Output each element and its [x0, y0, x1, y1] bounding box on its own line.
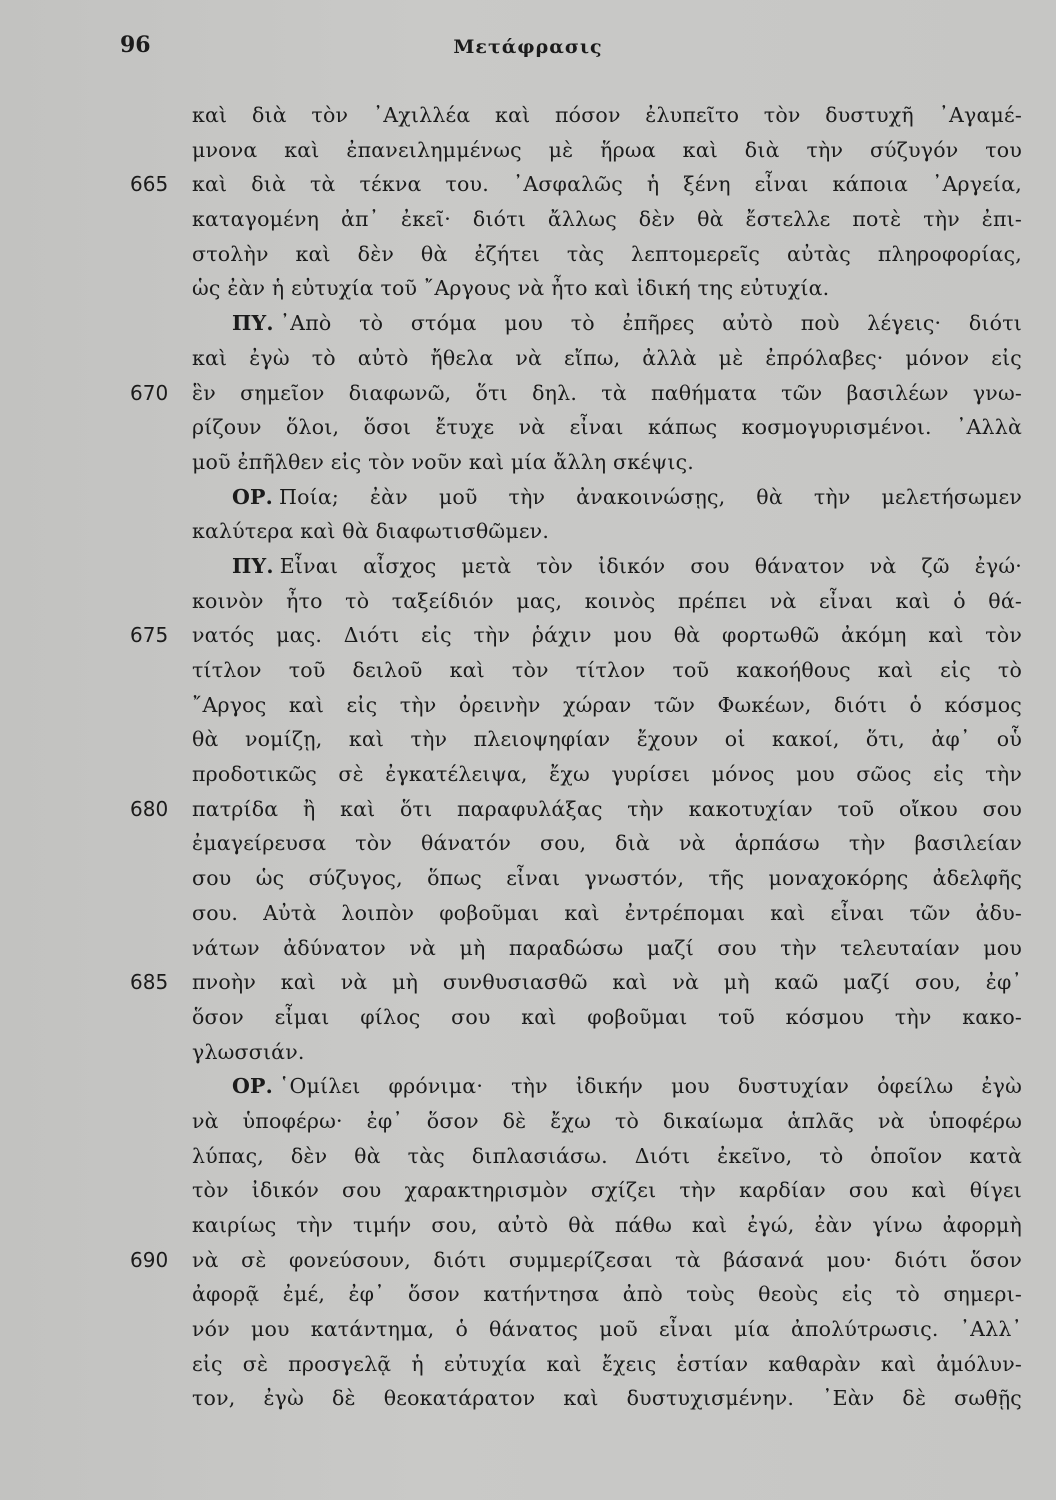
line-body: μνονα καὶ ἐπανειλημμένως μὲ ἥρωα καὶ διὰ τὴν σύζυγόν του — [192, 137, 1022, 162]
line-body: καὶ διὰ τὸν ᾽Αχιλλέα καὶ πόσον ἐλυπεῖτο τὸν δυστυχῆ ᾽Αγαμέ- — [192, 103, 1022, 127]
line-number: 665 — [130, 172, 169, 197]
line-number: 690 — [130, 1247, 169, 1272]
text-line — [130, 861, 1040, 896]
line-body: ἀφορᾷ ἐμέ, ἐφ᾽ ὅσον κατήντησα ἀπὸ τοὺς θεοὺς εἰς τὸ σημερι- — [192, 1282, 1022, 1307]
text-line — [130, 1035, 1040, 1070]
line-text — [192, 1347, 1022, 1382]
line-body: κοινὸν ἦτο τὸ ταξείδιόν μας, κοινὸς πρέπει νὰ εἶναι καὶ ὁ θά- — [192, 588, 1022, 613]
line-text — [192, 341, 1022, 376]
text-line — [130, 202, 1040, 237]
line-body: πατρίδα ἢ καὶ ὅτι παραφυλάξας τὴν κακοτυχίαν τοῦ οἴκου σου — [192, 796, 1022, 821]
line-text — [192, 167, 1022, 202]
line-body: λύπας, δὲν θὰ τὰς διπλασιάσω. Διότι ἐκεῖνο, τὸ ὁποῖον κατὰ — [192, 1143, 1022, 1168]
line-body: θὰ νομίζῃ, καὶ τὴν πλειοψηφίαν ἔχουν οἱ κακοί, ὅτι, ἀφ᾽ οὗ — [192, 727, 1022, 752]
speaker-label: ΠΥ. — [232, 553, 274, 578]
text-line — [130, 965, 1040, 1000]
line-body: νὰ ὑποφέρω· ἐφ᾽ ὅσον δὲ ἔχω τὸ δικαίωμα ἁπλᾶς νὰ ὑποφέρω — [192, 1108, 1022, 1133]
line-body: προδοτικῶς σὲ ἐγκατέλειψα, ἔχω γυρίσει μόνος μου σῶος εἰς τὴν — [192, 762, 1022, 787]
line-body: σου ὡς σύζυγος, ὅπως εἶναι γνωστόν, τῆς μοναχοκόρης ἀδελφῆς — [192, 866, 1022, 891]
line-body: εἰς σὲ προσγελᾷ ἡ εὐτυχία καὶ ἔχεις ἑστίαν καθαρὰν καὶ ἀμόλυν- — [192, 1351, 1022, 1376]
text-line — [130, 1104, 1040, 1139]
text-line — [130, 1312, 1040, 1347]
line-text — [192, 237, 1022, 272]
line-text — [192, 618, 1022, 653]
line-body: καὶ διὰ τὰ τέκνα του. ᾽Ασφαλῶς ἡ ξένη εἶναι κάποια ᾽Αργεία, — [192, 172, 1022, 197]
line-text — [192, 1208, 1022, 1243]
text-line — [130, 341, 1040, 376]
line-body: σου. Αὐτὰ λοιπὸν φοβοῦμαι καὶ ἐντρέπομαι καὶ εἶναι τῶν ἀδυ- — [192, 900, 1022, 925]
line-body: Εἶναι αἶσχος μετὰ τὸν ἰδικόν σου θάνατον νὰ ζῶ ἐγώ· — [279, 553, 1022, 578]
line-text — [232, 480, 1022, 515]
line-body: ῾Ομίλει φρόνιμα· τὴν ἰδικήν μου δυστυχίαν ὀφείλω ἐγὼ — [279, 1074, 1022, 1099]
text-line — [130, 410, 1040, 445]
line-number: 675 — [130, 623, 169, 648]
text-line — [130, 618, 1040, 653]
speaker-label: ΟΡ. — [232, 484, 274, 509]
text-line — [130, 688, 1040, 723]
line-text — [192, 98, 1022, 133]
text-line — [130, 549, 1040, 584]
line-body: νόν μου κατάντημα, ὁ θάνατος μοῦ εἶναι μία ἀπολύτρωσις. ᾽Αλλ᾽ — [192, 1317, 1022, 1342]
text-line — [130, 1139, 1040, 1174]
line-body: καὶ ἐγὼ τὸ αὐτὸ ἤθελα νὰ εἴπω, ἀλλὰ μὲ ἐπρόλαβες· μόνον εἰς — [192, 345, 1022, 370]
line-body: γλωσσιάν. — [192, 1039, 305, 1064]
line-text — [192, 584, 1022, 619]
line-text — [192, 1277, 1022, 1312]
line-body: ἐμαγείρευσα τὸν θάνατόν σου, διὰ νὰ ἁρπάσω τὴν βασιλείαν — [192, 831, 1022, 856]
line-body: τίτλον τοῦ δειλοῦ καὶ τὸν τίτλον τοῦ κακοήθους καὶ εἰς τὸ — [192, 658, 1022, 682]
line-body: νάτων ἀδύνατον νὰ μὴ παραδώσω μαζί σου τὴν τελευταίαν μου — [192, 935, 1022, 960]
line-body: καλύτερα καὶ θὰ διαφωτισθῶμεν. — [192, 519, 550, 544]
text-line — [130, 514, 1040, 549]
line-body: Ποία; ἐὰν μοῦ τὴν ἀνακοινώσῃς, θὰ τὴν μελετήσωμεν — [279, 484, 1022, 509]
running-title: Μετάφρασις — [453, 36, 603, 58]
text-line — [130, 826, 1040, 861]
line-text — [192, 826, 1022, 861]
line-body: νὰ σὲ φονεύσουν, διότι συμμερίζεσαι τὰ βάσανά μου· διότι ὅσον — [192, 1247, 1022, 1272]
line-body: τὸν ἰδικόν σου χαρακτηρισμὸν σχίζει τὴν καρδίαν σου καὶ θίγει — [192, 1178, 1022, 1203]
text-line — [130, 1277, 1040, 1312]
text-line — [130, 167, 1040, 202]
line-text — [192, 1035, 1022, 1070]
line-text — [232, 1069, 1022, 1104]
line-text — [232, 549, 1022, 584]
line-text — [192, 1000, 1022, 1035]
speaker-label: ΠΥ. — [232, 311, 274, 336]
body-text — [130, 98, 1040, 1416]
line-text — [192, 1312, 1022, 1347]
text-line — [130, 1173, 1040, 1208]
line-text — [192, 1139, 1022, 1174]
line-text — [192, 896, 1022, 931]
text-line — [130, 757, 1040, 792]
text-line — [130, 584, 1040, 619]
line-text — [192, 514, 1022, 549]
line-body: πνοὴν καὶ νὰ μὴ συνθυσιασθῶ καὶ νὰ μὴ καῶ μαζί σου, ἐφ᾽ — [192, 970, 1022, 995]
page-number: 96 — [120, 32, 151, 58]
line-number: 680 — [130, 796, 169, 821]
text-line — [130, 133, 1040, 168]
line-number: 670 — [130, 380, 169, 405]
text-line — [130, 1208, 1040, 1243]
text-line — [130, 653, 1040, 688]
line-body: στολὴν καὶ δὲν θὰ ἐζήτει τὰς λεπτομερεῖς αὐτὰς πληροφορίας, — [192, 241, 1022, 266]
text-line — [130, 1000, 1040, 1035]
text-line — [130, 792, 1040, 827]
line-body: ὡς ἐὰν ἡ εὐτυχία τοῦ ῎Αργους νὰ ἦτο καὶ ἰδική της εὐτυχία. — [192, 276, 830, 301]
text-line — [130, 376, 1040, 411]
line-text — [192, 792, 1022, 827]
line-text — [192, 965, 1022, 1000]
line-text — [192, 1104, 1022, 1139]
line-body: μοῦ ἐπῆλθεν εἰς τὸν νοῦν καὶ μία ἄλλη σκέψις. — [192, 449, 694, 474]
text-line — [130, 480, 1040, 515]
line-text — [192, 688, 1022, 723]
line-body: ὅσον εἶμαι φίλος σου καὶ φοβοῦμαι τοῦ κόσμου τὴν κακο- — [192, 1004, 1022, 1029]
line-text — [192, 1243, 1022, 1278]
text-line — [130, 98, 1040, 133]
line-text — [192, 376, 1022, 411]
text-line — [130, 1069, 1040, 1104]
text-line — [130, 931, 1040, 966]
line-text — [192, 271, 1022, 306]
line-body: τον, ἐγὼ δὲ θεοκατάρατον καὶ δυστυχισμένην. ᾽Εὰν δὲ σωθῇς — [192, 1386, 1022, 1411]
line-text — [192, 133, 1022, 168]
page-header — [0, 32, 1056, 72]
line-body: ἓν σημεῖον διαφωνῶ, ὅτι δηλ. τὰ παθήματα τῶν βασιλέων γνω- — [192, 380, 1022, 405]
text-line — [130, 722, 1040, 757]
line-body: ῎Αργος καὶ εἰς τὴν ὀρεινὴν χώραν τῶν Φωκέων, διότι ὁ κόσμος — [192, 692, 1022, 717]
line-text — [192, 653, 1022, 688]
line-text — [192, 202, 1022, 237]
text-line — [130, 306, 1040, 341]
line-text — [232, 306, 1022, 341]
text-line — [130, 1243, 1040, 1278]
line-number: 685 — [130, 970, 169, 995]
line-body: ᾽Απὸ τὸ στόμα μου τὸ ἐπῆρες αὐτὸ ποὺ λέγεις· διότι — [279, 311, 1022, 336]
speaker-label: ΟΡ. — [232, 1074, 274, 1099]
line-text — [192, 1173, 1022, 1208]
line-text — [192, 931, 1022, 966]
line-text — [192, 1381, 1022, 1416]
text-line — [130, 896, 1040, 931]
line-body: νατός μας. Διότι εἰς τὴν ῥάχιν μου θὰ φορτωθῶ ἀκόμη καὶ τὸν — [192, 623, 1022, 648]
line-text — [192, 722, 1022, 757]
text-line — [130, 1347, 1040, 1382]
line-text — [192, 861, 1022, 896]
text-line — [130, 1381, 1040, 1416]
text-line — [130, 445, 1040, 480]
line-text — [192, 410, 1022, 445]
text-line — [130, 271, 1040, 306]
text-line — [130, 237, 1040, 272]
line-body: καταγομένη ἀπ᾽ ἐκεῖ· διότι ἄλλως δὲν θὰ ἔστελλε ποτὲ τὴν ἐπι- — [192, 207, 1022, 232]
line-text — [192, 757, 1022, 792]
line-body: καιρίως τὴν τιμήν σου, αὐτὸ θὰ πάθω καὶ ἐγώ, ἐὰν γίνω ἀφορμὴ — [192, 1213, 1022, 1237]
line-body: ρίζουν ὅλοι, ὅσοι ἔτυχε νὰ εἶναι κάπως κοσμογυρισμένοι. ᾽Αλλὰ — [192, 415, 1022, 440]
line-text — [192, 445, 1022, 480]
